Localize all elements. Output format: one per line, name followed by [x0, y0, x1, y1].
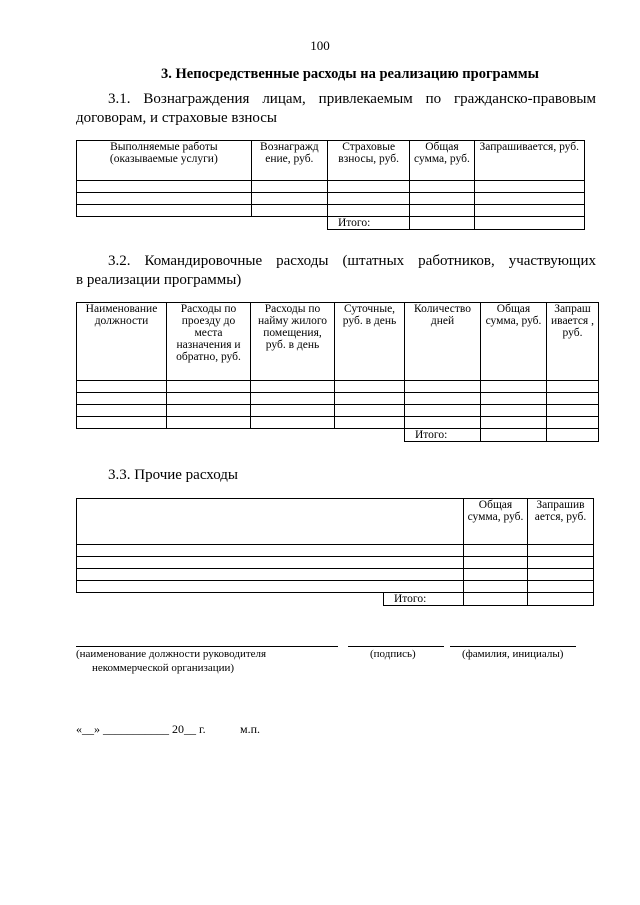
total-label: Итого:	[384, 593, 464, 606]
col-header-per-diem: Суточные, руб. в день	[335, 303, 405, 381]
table-row	[77, 193, 585, 205]
col-header-requested: Запрашив ается, руб.	[528, 499, 594, 545]
table-row	[77, 381, 599, 393]
position-signature-line	[76, 646, 338, 647]
table-row	[77, 393, 599, 405]
col-header-insurance: Страховые взносы, руб.	[327, 141, 409, 181]
total-label: Итого:	[405, 429, 481, 442]
col-header-description	[77, 499, 464, 545]
col-header-total-sum: Общая сумма, руб.	[481, 303, 547, 381]
section-heading: 3. Непосредственные расходы на реализацию программы	[161, 66, 539, 82]
position-caption-line1: (наименование должности руководителя	[76, 648, 267, 660]
table-row	[77, 405, 599, 417]
table-other-expenses	[76, 498, 594, 606]
table-row	[77, 181, 585, 193]
col-header-requested: Запраш ивается , руб.	[547, 303, 599, 381]
table-row	[77, 205, 585, 217]
col-header-total-sum: Общая сумма, руб.	[464, 499, 528, 545]
section-3-3-title: 3.3. Прочие расходы	[108, 467, 238, 483]
col-header-travel-cost: Расходы по проезду до места назначения и обратно, руб.	[167, 303, 251, 381]
section-3-1-line1: 3.1. Вознаграждения лицам, привлекаемым по гражданско-правовым	[108, 91, 596, 107]
table-row	[77, 581, 594, 593]
table-remuneration	[76, 140, 585, 230]
date-line: «__» ___________ 20__ г.	[76, 722, 206, 736]
name-signature-line	[450, 646, 576, 647]
table-total-row	[77, 429, 599, 442]
stamp-place: м.п.	[240, 722, 261, 736]
col-header-days: Количество дней	[405, 303, 481, 381]
page-number: 100	[310, 38, 330, 53]
signature-caption: (подпись)	[370, 648, 416, 660]
table-travel	[76, 302, 599, 442]
col-header-works: Выполняемые работы (оказываемые услуги)	[77, 141, 252, 181]
section-3-1-title	[76, 90, 596, 128]
table-total-row	[77, 217, 585, 230]
signature-line	[348, 646, 444, 647]
table-row	[77, 545, 594, 557]
table-row	[77, 557, 594, 569]
table-row	[77, 417, 599, 429]
col-header-position: Наименование должности	[77, 303, 167, 381]
section-3-1-line2: договорам, и страховые взносы	[76, 110, 278, 126]
col-header-lodging: Расходы по найму жилого помещения, руб. в день	[251, 303, 335, 381]
position-caption-line2: некоммерческой организации)	[92, 662, 235, 674]
name-caption: (фамилия, инициалы)	[462, 648, 564, 660]
table-row	[77, 569, 594, 581]
col-header-remuneration: Вознагражд ение, руб.	[251, 141, 327, 181]
section-3-2-line2: в реализации программы)	[76, 272, 242, 288]
section-3-2-title	[76, 252, 596, 290]
table-total-row	[77, 593, 594, 606]
col-header-requested: Запрашивается, руб.	[474, 141, 584, 181]
total-label: Итого:	[327, 217, 409, 230]
section-3-2-line1: 3.2. Командировочные расходы (штатных работников, участвующих	[108, 253, 596, 269]
col-header-total-sum: Общая сумма, руб.	[410, 141, 474, 181]
